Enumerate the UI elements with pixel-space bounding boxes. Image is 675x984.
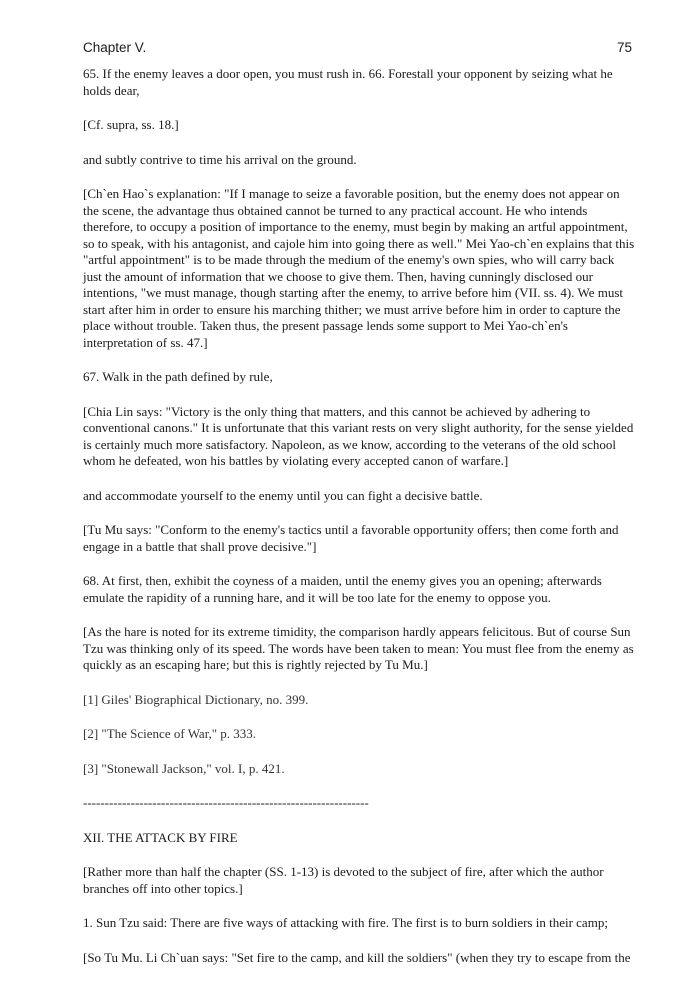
paragraph: [Ch`en Hao`s explanation: "If I manage to seize a favorable position, but the enemy does not appear on the scene, the advantage thus obtained cannot be turned to any practical account. He who intends therefore, to occupy a position of importance to the enemy, must begin by making an artful appointment, so to speak, with his antagonist, and cajole him into going there as well." Mei Yao-ch`en explains that this "artful appointment" is to be made through the medium of the enemy's own spies, who will carry back just the amount of information that we choose to give them. Then, having cunningly disclosed our intentions, "we must manage, though starting after the enemy, to arrive before him (VII. ss. 4). We must start after him in order to ensure his marching thither; we must arrive before him in order to capture the place without trouble. Taken thus, the present passage lends some support to Mei Yao-ch`en's interpretation of ss. 47.] [83,186,635,350]
paragraph: [Cf. supra, ss. 18.] [83,117,179,132]
footnote: [2] "The Science of War," p. 333. [83,726,257,741]
paragraph: [Tu Mu says: "Conform to the enemy's tactics until a favorable opportunity offers; then come forth and engage in a battle that shall prove decisive."] [83,522,619,554]
paragraph: [So Tu Mu. Li Ch`uan says: "Set fire to the camp, and kill the soldiers" (when they try to escape from the [83,949,631,965]
page-header [83,40,632,55]
section-heading: XII. THE ATTACK BY FIRE [83,829,238,845]
footnote: [3] "Stonewall Jackson," vol. I, p. 421. [83,760,285,776]
page-content [83,66,635,984]
paragraph: [As the hare is noted for its extreme timidity, the comparison hardly appears felicitous. But of course Sun Tzu was thinking only of its speed. The words have been taken to mean: You must flee from the enemy as quickly as an escaping hare; but this is rightly rejected by Tu Mu.] [83,624,634,672]
paragraph: 67. Walk in the path defined by rule, [83,369,273,384]
paragraph: and accommodate yourself to the enemy until you can fight a decisive battle. [83,487,483,503]
paragraph: and subtly contrive to time his arrival on the ground. [83,151,357,167]
chapter-title: Chapter V. [83,40,147,55]
footnote: [1] Giles' Biographical Dictionary, no. 399. [83,691,309,707]
page-number: 75 [616,40,632,55]
separator-line: ------------------------------------------------------------------ [83,795,369,810]
paragraph: [Chia Lin says: "Victory is the only thing that matters, and this cannot be achieved by adhering to conventional canons." It is unfortunate that this variant rests on very slight authority, for the sense yielded is certainly much more satisfactory. Napoleon, as we know, according to the veterans of the old school whom he defeated, won his battles by violating every accepted canon of warfare.] [83,403,634,468]
paragraph: [Rather more than half the chapter (SS. 1-13) is devoted to the subject of fire, after which the author branches off into other topics.] [83,864,604,896]
paragraph: 68. At first, then, exhibit the coyness of a maiden, until the enemy gives you an opening; afterwards emulate the rapidity of a running hare, and it will be too late for the enemy to oppose you. [83,573,602,605]
paragraph: 1. Sun Tzu said: There are five ways of attacking with fire. The first is to burn soldiers in their camp; [83,915,608,930]
paragraph: 65. If the enemy leaves a door open, you must rush in. 66. Forestall your opponent by seizing what he holds dear, [83,66,613,98]
